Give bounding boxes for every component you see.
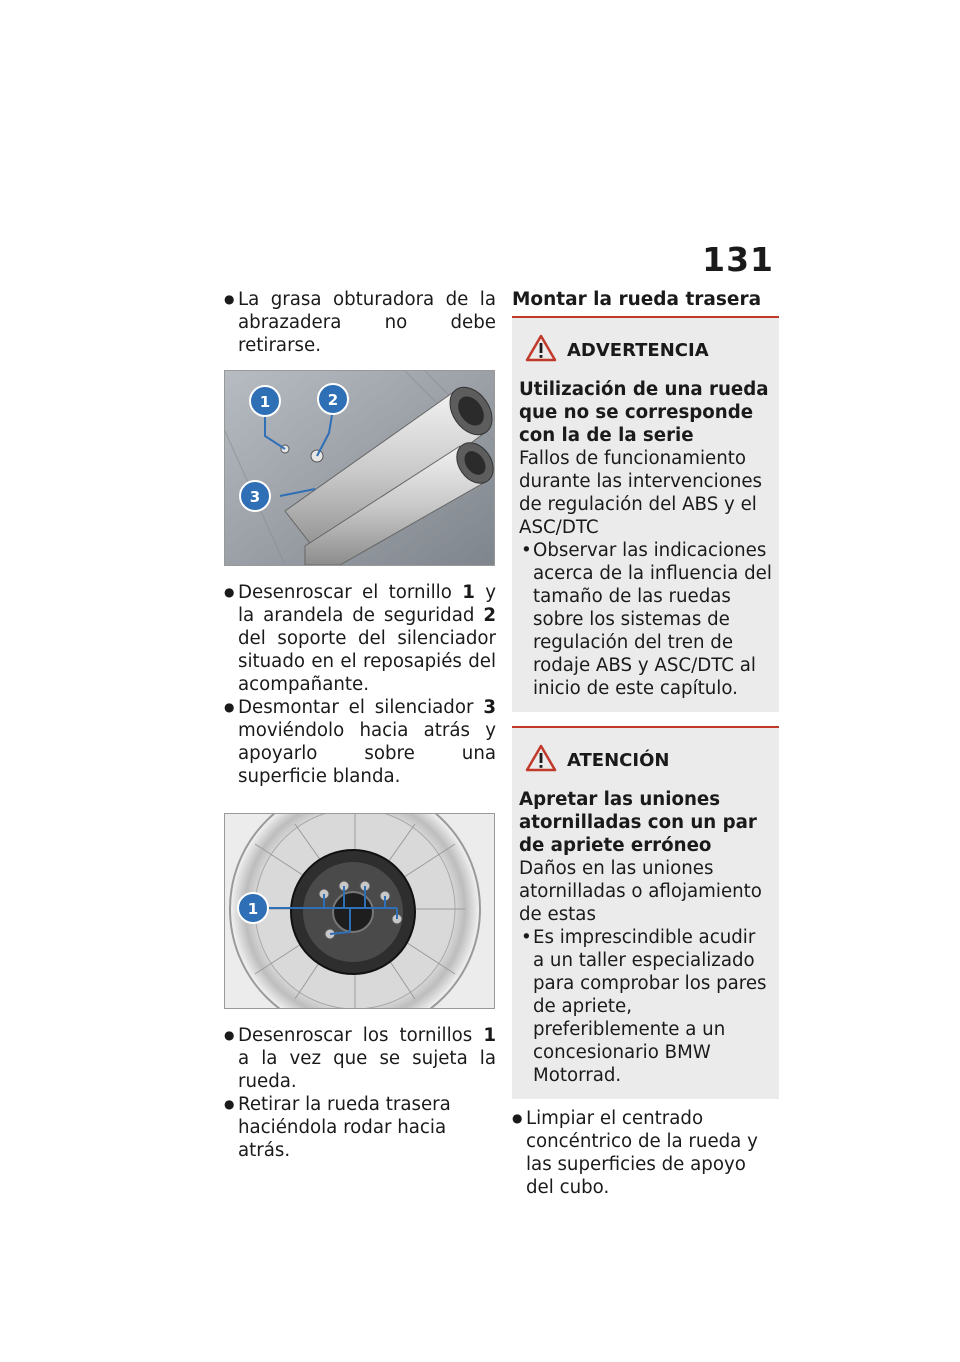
list-item: ● Desenroscar el tornillo 1 y la arandela de seguridad 2 del soporte del silenciador situado en el reposapiés del acompañante. <box>224 581 496 696</box>
section-title: Montar la rueda trasera <box>512 288 779 318</box>
list-item: ● Desmontar el silenciador 3 moviéndolo hacia atrás y apoyarlo sobre una superficie blanda. <box>224 696 496 788</box>
warning-triangle-icon <box>525 744 557 776</box>
right-column <box>512 288 779 1199</box>
warning-header <box>519 334 772 366</box>
caution-subtitle: Apretar las uniones atornilladas con un par de apriete erróneo <box>519 789 757 856</box>
wheel-photo <box>224 813 495 1009</box>
caution-header <box>519 744 772 776</box>
caution-box <box>512 726 779 1099</box>
list-item: ● Desenroscar los tornillos 1 a la vez que se sujeta la rueda. <box>224 1024 496 1093</box>
list-item: ● La grasa obturadora de la abrazadera no debe retirarse. <box>224 288 496 357</box>
callout-3: 3 <box>249 488 261 506</box>
caution-text: Daños en las uniones atornilladas o aflojamiento de estas <box>519 858 762 925</box>
muffler-illustration <box>225 371 494 565</box>
wheel-illustration <box>225 814 494 1008</box>
page-number: 131 <box>702 240 774 279</box>
list-item: ● Retirar la rueda trasera haciéndola rodar hacia atrás. <box>224 1093 496 1162</box>
warning-label: ADVERTENCIA <box>567 339 709 361</box>
callout-2: 2 <box>327 391 339 409</box>
warning-subtitle: Utilización de una rueda que no se corresponde con la de la serie <box>519 379 769 446</box>
warning-bullet: • Observar las indicaciones acerca de la influencia del tamaño de las ruedas sobre los sistemas de regulación del tren de rodaje ABS y ASC/DTC al inicio de este capítulo. <box>519 539 772 700</box>
muffler-photo <box>224 370 495 566</box>
caution-label: ATENCIÓN <box>567 749 670 771</box>
caution-bullet: • Es imprescindible acudir a un taller especializado para comprobar los pares de apriete, preferiblemente a un concesionario BMW Motorrad. <box>519 926 772 1087</box>
callout-1: 1 <box>247 900 259 918</box>
callout-1: 1 <box>259 393 271 411</box>
list-item: ● Limpiar el centrado concéntrico de la rueda y las superficies de apoyo del cubo. <box>512 1107 779 1199</box>
warning-text: Fallos de funcionamiento durante las intervenciones de regulación del ABS y el ASC/DTC <box>519 448 763 538</box>
warning-box <box>512 318 779 712</box>
warning-triangle-icon <box>525 334 557 366</box>
left-column <box>224 288 496 1162</box>
